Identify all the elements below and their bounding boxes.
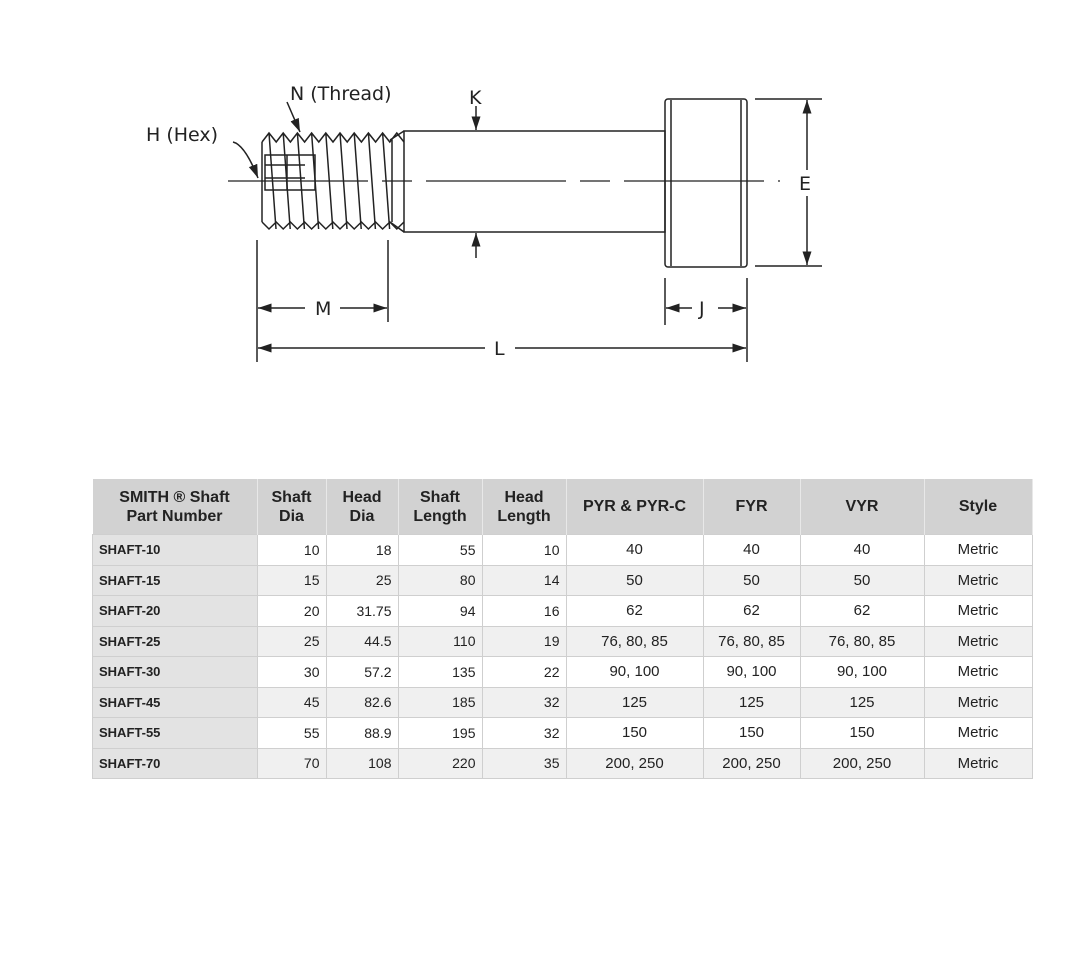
table-cell: 22: [482, 657, 566, 688]
table-cell: 82.6: [326, 687, 398, 718]
table-cell: 90, 100: [800, 657, 924, 688]
column-header: VYR: [800, 479, 924, 535]
table-cell: 195: [398, 718, 482, 749]
table-cell: 200, 250: [800, 748, 924, 779]
table-cell: 80: [398, 565, 482, 596]
table-cell: 40: [703, 535, 800, 566]
table-cell: 10: [482, 535, 566, 566]
table-cell: 15: [257, 565, 326, 596]
table-row: [93, 565, 1033, 596]
table-cell: 76, 80, 85: [703, 626, 800, 657]
table-cell: 50: [566, 565, 703, 596]
table-cell: 19: [482, 626, 566, 657]
table-row: [93, 718, 1033, 749]
label-l: L: [494, 338, 505, 360]
shaft-spec-table: [92, 479, 1033, 779]
part-number-cell: SHAFT-10: [93, 535, 258, 566]
table-cell: 40: [566, 535, 703, 566]
table-cell: 125: [800, 687, 924, 718]
table-cell: 125: [703, 687, 800, 718]
label-m: M: [315, 298, 332, 320]
table-cell: 44.5: [326, 626, 398, 657]
table-row: [93, 748, 1033, 779]
label-j: J: [699, 298, 705, 320]
table-cell: 50: [800, 565, 924, 596]
table-cell: 200, 250: [703, 748, 800, 779]
table-cell: Metric: [924, 748, 1032, 779]
table-cell: Metric: [924, 657, 1032, 688]
table-cell: 32: [482, 687, 566, 718]
column-header: Head Length: [482, 479, 566, 535]
column-header: PYR & PYR-C: [566, 479, 703, 535]
table-row: [93, 687, 1033, 718]
column-header: Style: [924, 479, 1032, 535]
table-cell: 220: [398, 748, 482, 779]
part-number-cell: SHAFT-20: [93, 596, 258, 627]
part-number-cell: SHAFT-70: [93, 748, 258, 779]
table-cell: 185: [398, 687, 482, 718]
column-header: SMITH ® Shaft Part Number: [93, 479, 258, 535]
table-cell: 135: [398, 657, 482, 688]
table-cell: 125: [566, 687, 703, 718]
table-cell: Metric: [924, 535, 1032, 566]
table-cell: 40: [800, 535, 924, 566]
dimension-m: [257, 240, 388, 362]
label-k: K: [469, 87, 482, 109]
label-e: E: [799, 173, 812, 195]
table-cell: 10: [257, 535, 326, 566]
label-hex: H (Hex): [146, 124, 219, 146]
shaft-diagram: [0, 0, 1081, 400]
table-cell: 150: [566, 718, 703, 749]
table-cell: 18: [326, 535, 398, 566]
table-cell: 14: [482, 565, 566, 596]
table-cell: 150: [703, 718, 800, 749]
table-cell: Metric: [924, 596, 1032, 627]
table-cell: 25: [326, 565, 398, 596]
table-row: [93, 596, 1033, 627]
part-number-cell: SHAFT-25: [93, 626, 258, 657]
table-row: [93, 657, 1033, 688]
table-cell: 150: [800, 718, 924, 749]
table-cell: 50: [703, 565, 800, 596]
table-cell: Metric: [924, 565, 1032, 596]
table-cell: 20: [257, 596, 326, 627]
dimension-e: [755, 99, 822, 266]
table-cell: 32: [482, 718, 566, 749]
column-header: Shaft Length: [398, 479, 482, 535]
column-header: FYR: [703, 479, 800, 535]
table-cell: 88.9: [326, 718, 398, 749]
part-number-cell: SHAFT-45: [93, 687, 258, 718]
table-row: [93, 535, 1033, 566]
table-cell: 25: [257, 626, 326, 657]
table-cell: 76, 80, 85: [566, 626, 703, 657]
table-cell: 31.75: [326, 596, 398, 627]
column-header: Shaft Dia: [257, 479, 326, 535]
shaft-head: [665, 99, 747, 267]
table-cell: 70: [257, 748, 326, 779]
part-number-cell: SHAFT-15: [93, 565, 258, 596]
table-cell: 30: [257, 657, 326, 688]
dimension-j: [666, 298, 746, 320]
table-cell: Metric: [924, 626, 1032, 657]
table-cell: 62: [703, 596, 800, 627]
part-number-cell: SHAFT-30: [93, 657, 258, 688]
table-cell: 76, 80, 85: [800, 626, 924, 657]
table-cell: 62: [566, 596, 703, 627]
table-cell: 55: [398, 535, 482, 566]
table-cell: 35: [482, 748, 566, 779]
table-cell: 90, 100: [703, 657, 800, 688]
table-row: [93, 626, 1033, 657]
table-cell: 90, 100: [566, 657, 703, 688]
table-cell: Metric: [924, 718, 1032, 749]
table-cell: 16: [482, 596, 566, 627]
dimension-l: [258, 278, 747, 362]
table-cell: 57.2: [326, 657, 398, 688]
label-thread: N (Thread): [290, 83, 392, 105]
table-cell: 94: [398, 596, 482, 627]
table-cell: 55: [257, 718, 326, 749]
table-cell: Metric: [924, 687, 1032, 718]
table-cell: 62: [800, 596, 924, 627]
table-cell: 200, 250: [566, 748, 703, 779]
part-number-cell: SHAFT-55: [93, 718, 258, 749]
column-header: Head Dia: [326, 479, 398, 535]
table-cell: 110: [398, 626, 482, 657]
table-cell: 45: [257, 687, 326, 718]
table-cell: 108: [326, 748, 398, 779]
